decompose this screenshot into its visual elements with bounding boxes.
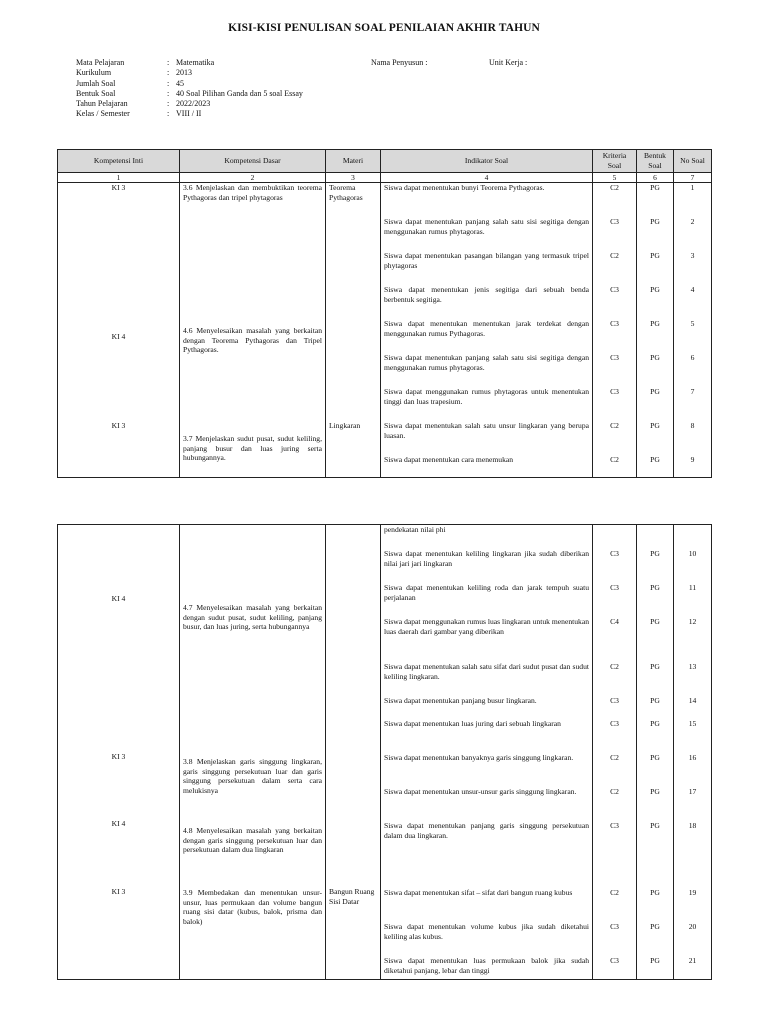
kisi-table-2 [57,524,712,980]
meta-value: 40 Soal Pilihan Ganda dan 5 soal Essay [176,88,303,98]
kriteria-value: C2 [610,251,619,260]
bentuk-value: PG [650,421,660,430]
indikator-text: Siswa dapat menentukan menentukan jarak terdekat dengan menggunakan rumus Pythagoras. [384,319,589,338]
bentuk-value: PG [650,922,660,931]
kriteria-value: C3 [610,319,619,328]
meta-label: Tahun Pelajaran [76,99,128,109]
indikator-text: Siswa dapat menentukan luas permukaan balok jika sudah diketahui panjang, lebar dan tinggi [384,956,589,975]
meta-label: Bentuk Soal [76,88,116,98]
kisi-table-1 [57,149,712,478]
kd-text: 4.6 Menyelesaikan masalah yang berkaitan dengan Teorema Pythagoras dan Tripel Pythagoras. [183,326,322,355]
indikator-text: Siswa dapat menentukan cara menemukan [384,455,514,464]
meta-value: 2013 [176,68,192,78]
no-soal-value: 14 [688,696,697,705]
kriteria-value: C3 [610,285,619,294]
ki-label: KI 4 [111,819,126,828]
bentuk-value: PG [650,353,660,362]
header-kriteria-soal: Kriteria Soal [593,150,637,173]
header-number: 1 [58,173,180,183]
kriteria-value: C3 [610,719,619,728]
meta-label: Kurikulum [76,68,112,78]
kriteria-value: C2 [610,455,619,464]
indikator-text: Siswa dapat menentukan luas juring dari sebuah lingkaran [384,719,561,728]
indikator-text: Siswa dapat menggunakan rumus phytagoras untuk menentukan tinggi dan luas trapesium. [384,387,589,406]
no-soal-cell [674,525,712,980]
header-number: 5 [593,173,637,183]
kd-text: 4.8 Menyelesaikan masalah yang berkaitan dengan garis singgung persekutuan luar dan persekutuan dalam dua lingkaran [183,826,322,855]
indikator-text: Siswa dapat menentukan jenis segitiga dari sebuah benda berbentuk segitiga. [384,285,589,304]
indikator-continuation: pendekatan nilai phi [384,525,446,534]
kriteria-value: C2 [610,888,619,897]
kriteria-value: C3 [610,696,619,705]
ki-label: KI 3 [111,421,126,430]
kriteria-cell [593,525,637,980]
header-number: 3 [326,173,381,183]
ki-label: KI 3 [111,183,126,192]
kd-cell [180,183,326,478]
indikator-text: Siswa dapat menentukan panjang salah satu sisi segitiga dengan menggunakan rumus phytagoras. [384,217,589,236]
kriteria-value: C2 [610,787,619,796]
indikator-text: Siswa dapat menentukan salah satu unsur lingkaran yang berupa luasan. [384,421,589,440]
bentuk-value: PG [650,696,660,705]
bentuk-value: PG [650,217,660,226]
bentuk-value: PG [650,662,660,671]
no-soal-cell [674,183,712,478]
meta-value: Matematika [176,58,215,67]
indikator-text: Siswa dapat menentukan keliling lingkaran jika sudah diberikan nilai jari jari lingkaran [384,549,589,568]
indikator-text: Siswa dapat menentukan salah satu sifat dari sudut pusat dan sudut keliling lingkaran. [384,662,589,681]
no-soal-value: 18 [688,821,697,830]
bentuk-value: PG [650,285,660,294]
no-soal-value: 3 [690,251,695,260]
unit-kerja-label: Unit Kerja : [489,58,528,67]
bentuk-cell [637,525,674,980]
meta-value: 2022/2023 [176,99,211,109]
meta-label: Kelas / Semester [76,109,130,119]
no-soal-value: 2 [690,217,695,226]
kriteria-value: C4 [610,617,619,626]
bentuk-cell [637,183,674,478]
kriteria-value: C3 [610,549,619,558]
meta-value: 45 [176,78,184,88]
materi-text: Bangun Ruang Sisi Datar [329,887,375,906]
kriteria-value: C3 [610,922,619,931]
kd-text: 3.7 Menjelaskan sudut pusat, sudut keliling, panjang busur dan luas juring serta hubungannya. [183,434,322,463]
materi-cell [326,183,381,478]
indikator-cell [381,525,593,980]
meta-label: Mata Pelajaran [76,58,125,67]
bentuk-value: PG [650,956,660,965]
ki-label: KI 4 [111,332,126,341]
indikator-text: Siswa dapat menentukan keliling roda dan jarak tempuh suatu perjalanan [384,583,589,602]
kd-text: 3.9 Membedakan dan menentukan unsur-unsur, luas permukaan dan volume bangun ruang sisi datar (kubus, balok, prisma dan balok) [183,888,322,926]
no-soal-value: 13 [688,662,697,671]
header-bentuk-soal: Bentuk Soal [637,150,674,173]
kriteria-value: C2 [610,662,619,671]
kriteria-value: C3 [610,821,619,830]
bentuk-value: PG [650,455,660,464]
indikator-text: Siswa dapat menentukan bunyi Teorema Pythagoras. [384,183,545,192]
kriteria-value: C3 [610,353,619,362]
kriteria-value: C3 [610,956,619,965]
bentuk-value: PG [650,549,660,558]
meta-block: Mata Pelajaran : Matematika Kurikulum : 2013 Jumlah Soal : 45 Bentuk Soal : 40 Soal Pilihan Ganda dan 5 soal Essay Tahun Pelajaran : 2022/2023 Kelas / Semester : VIII / II [76,58,303,119]
ki-label: KI 3 [111,887,126,896]
materi-text: Lingkaran [329,421,361,430]
indikator-text: Siswa dapat menentukan sifat – sifat dari bangun ruang kubus [384,888,573,897]
kriteria-value: C3 [610,583,619,592]
header-number: 4 [381,173,593,183]
indikator-text: Siswa dapat menentukan banyaknya garis singgung lingkaran. [384,753,574,762]
ki-cell [58,525,180,980]
bentuk-value: PG [650,787,660,796]
no-soal-value: 17 [688,787,697,796]
indikator-text: Siswa dapat menentukan panjang garis singgung persekutuan dalam dua lingkaran. [384,821,589,840]
indikator-text: Siswa dapat menentukan pasangan bilangan yang termasuk tripel phytagoras [384,251,589,270]
bentuk-value: PG [650,719,660,728]
no-soal-value: 11 [688,583,697,592]
kriteria-cell [593,183,637,478]
bentuk-value: PG [650,583,660,592]
indikator-text: Siswa dapat menentukan panjang busur lingkaran. [384,696,537,705]
no-soal-value: 7 [690,387,695,396]
meta-label: Jumlah Soal [76,78,116,88]
header-no-soal: No Soal [674,150,712,173]
page-title: KISI-KISI PENULISAN SOAL PENILAIAN AKHIR TAHUN [228,22,540,34]
no-soal-value: 16 [688,753,697,762]
no-soal-value: 20 [688,922,697,931]
bentuk-value: PG [650,888,660,897]
ki-label: KI 4 [111,594,126,603]
no-soal-value: 8 [690,421,695,430]
no-soal-value: 1 [690,183,695,192]
indikator-text: Siswa dapat menggunakan rumus luas lingkaran untuk menentukan luas daerah dari gambar yang diberikan [384,617,589,636]
header-kompetensi-inti: Kompetensi Inti [58,150,180,173]
no-soal-value: 9 [690,455,695,464]
no-soal-value: 4 [690,285,695,294]
no-soal-value: 5 [690,319,695,328]
header-number: 6 [637,173,674,183]
header-kompetensi-dasar: Kompetensi Dasar [180,150,326,173]
bentuk-value: PG [650,617,660,626]
penyusun-label: Nama Penyusun : [371,58,428,67]
kriteria-value: C2 [610,421,619,430]
kd-text: 3.6 Menjelaskan dan membuktikan teorema Pythagoras dan tripel phytagoras [183,183,322,202]
indikator-cell [381,183,593,478]
header-number: 2 [180,173,326,183]
kriteria-value: C2 [610,753,619,762]
no-soal-value: 12 [688,617,697,626]
no-soal-value: 6 [690,353,695,362]
indikator-text: Siswa dapat menentukan volume kubus jika sudah diketahui keliling alas kubus. [384,922,589,941]
indikator-text: Siswa dapat menentukan unsur-unsur garis singgung lingkaran. [384,787,577,796]
header-number: 7 [674,173,712,183]
meta-value: VIII / II [176,109,202,119]
header-materi: Materi [326,150,381,173]
bentuk-value: PG [650,753,660,762]
kd-text: 3.8 Menjelaskan garis singgung lingkaran, garis singgung persekutuan luar dan garis singgung persekutuan dalam serta cara melukisnya [183,757,322,795]
no-soal-value: 10 [688,549,697,558]
bentuk-value: PG [650,183,660,192]
indikator-text: Siswa dapat menentukan panjang salah satu sisi segitiga dengan menggunakan rumus phytagoras. [384,353,589,372]
kriteria-value: C3 [610,387,619,396]
no-soal-value: 15 [688,719,697,728]
header-indikator-soal: Indikator Soal [381,150,593,173]
no-soal-value: 19 [688,888,697,897]
bentuk-value: PG [650,387,660,396]
bentuk-value: PG [650,319,660,328]
bentuk-value: PG [650,821,660,830]
ki-cell [58,183,180,478]
kd-cell [180,525,326,980]
materi-cell [326,525,381,980]
ki-label: KI 3 [111,752,126,761]
materi-text: Teorema Pythagoras [329,183,363,202]
no-soal-value: 21 [688,956,697,965]
kriteria-value: C2 [610,183,619,192]
bentuk-value: PG [650,251,660,260]
kriteria-value: C3 [610,217,619,226]
kd-text: 4.7 Menyelesaikan masalah yang berkaitan dengan sudut pusat, sudut keliling, panjang busur, dan luas juring, serta hubungannya [183,603,322,632]
